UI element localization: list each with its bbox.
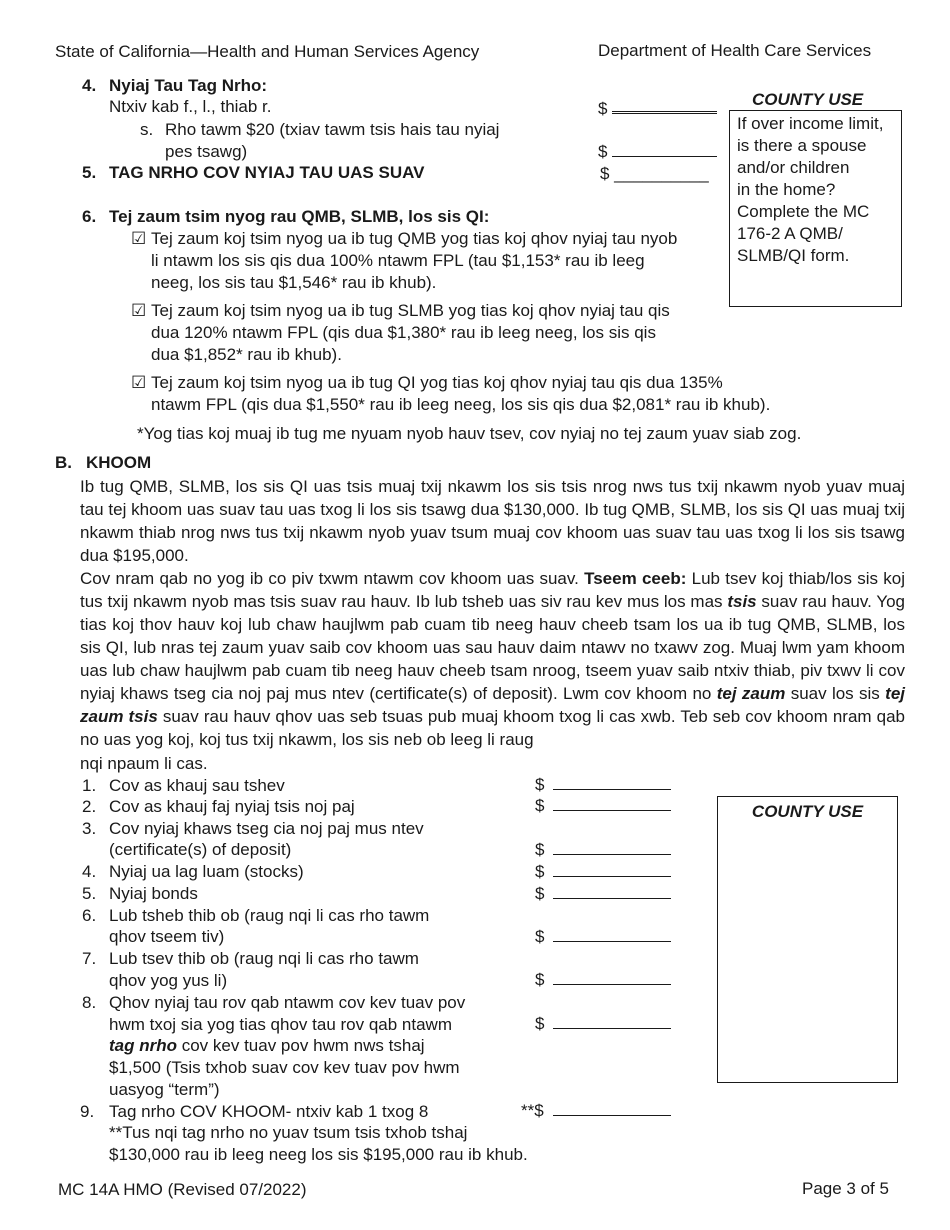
asset-8-field[interactable]	[535, 1013, 671, 1035]
dollar-sign: $	[535, 970, 545, 989]
total-dollar-sign: **$	[521, 1101, 544, 1120]
qmb-text-line: Tej zaum koj tsim nyog ua ib tug QMB yog tias koj qhov nyiaj tau nyob	[151, 229, 678, 248]
asset-label: Cov as khauj sau tshev	[109, 776, 285, 795]
asset8-emphasis: tag nrho	[109, 1036, 177, 1055]
asset-label: (certificate(s) of deposit)	[109, 840, 292, 859]
dollar-sign: $	[535, 927, 545, 946]
dollar-sign: $	[535, 862, 545, 881]
item5-amount-field[interactable]: $ __________	[600, 164, 709, 183]
dollar-sign: $	[598, 142, 608, 161]
county-note-line: SLMB/QI form.	[737, 246, 850, 265]
asset-number: 4.	[82, 862, 97, 881]
qmb-checkbox[interactable]: ☑	[131, 229, 147, 248]
asset-4-line	[553, 862, 671, 877]
asset8-line: Qhov nyiaj tau rov qab ntawm cov kev tuav pov	[109, 993, 466, 1012]
agency-header: State of California—Health and Human Services Agency	[55, 42, 480, 61]
asset-number: 8.	[82, 993, 97, 1012]
item4-amount-field[interactable]	[598, 97, 717, 120]
item4-amount-line	[612, 97, 717, 114]
asset-number: 9.	[80, 1102, 95, 1121]
asset-label: Lub tsheb thib ob (raug nqi li cas rho tawm	[109, 906, 430, 925]
p2-text: suav rau hauv. Yog tias koj thov hauv koj lub chaw haujlwm pab cuam tib neeg hauv cheeb tsam los ua ib tug QMB, SLMB, los sis QI, lub nras tej zaum yuav saib cov khoom uas sau hauv daim ntawv no txawv zog. Muaj lwm yam khoom uas lub chaw haujlwm pab cuam tib neeg hauv cheeb tsam nroog, tseem yuav saib ntxiv thiab, piv txwv li cov nyiaj khaws tseg cia noj paj mus ntev (certificate(s) of deposit). Lwm cov khoom no	[80, 592, 906, 703]
section-b-paragraph-2-last: nqi npaum li cas.	[80, 754, 208, 773]
slmb-text-line: Tej zaum koj tsim nyog ua ib tug SLMB yog tias koj qhov nyiaj tau qis	[151, 301, 670, 320]
asset-3-line	[553, 840, 671, 855]
dollar-sign: $	[535, 1014, 545, 1033]
qmb-text-line: neeg, los sis tau $1,546* rau ib khub).	[151, 273, 437, 292]
county-note-line: in the home?	[737, 180, 836, 199]
dollar-sign: $	[535, 796, 545, 815]
qi-text-line: ntawm FPL (qis dua $1,550* rau ib leeg neeg, los sis qis dua $2,081* rau ib khub).	[151, 395, 771, 414]
asset-7-line	[553, 970, 671, 985]
asset-9-field[interactable]	[521, 1100, 671, 1122]
asset-number: 5.	[82, 884, 97, 903]
county-note-line: Complete the MC	[737, 202, 870, 221]
section-b-title: KHOOM	[86, 453, 152, 472]
asset-number: 3.	[82, 819, 97, 838]
section-b-paragraph-2	[80, 567, 905, 751]
county-use-box-2[interactable]	[717, 796, 898, 1083]
county-use-box-1[interactable]	[729, 110, 902, 307]
county-note-line: 176-2 A QMB/	[737, 224, 843, 243]
p2-text: suav rau hauv qhov uas seb tsuas pub muaj khoom txog li cas xwb. Teb seb cov khoom nram qab no uas yog koj, koj tus txij nkawm, los sis neb ob leeg li raug	[80, 707, 905, 749]
asset-6-field[interactable]	[535, 926, 671, 948]
asset8-line: $1,500 (Tsis txhob suav cov kev tuav pov hwm	[109, 1058, 460, 1077]
asset-number: 2.	[82, 797, 97, 816]
qmb-text-line: li ntawm los sis qis dua 100% ntawm FPL (tau $1,153* rau ib leeg	[151, 251, 645, 270]
asset-4-field[interactable]	[535, 861, 671, 883]
asset-7-field[interactable]	[535, 969, 671, 991]
asset8-line: uasyog “term”)	[109, 1080, 220, 1099]
asset-1-line	[553, 775, 671, 790]
form-id-footer: MC 14A HMO (Revised 07/2022)	[58, 1180, 307, 1199]
child-note: *Yog tias koj muaj ib tug me nyuam nyob hauv tsev, cov nyiaj no tej zaum yuav siab zog.	[137, 424, 802, 443]
dollar-sign: $	[535, 884, 545, 903]
item4-number: 4.	[82, 76, 97, 95]
item5-number: 5.	[82, 163, 97, 182]
asset-number: 1.	[82, 776, 97, 795]
item4-title: Nyiaj Tau Tag Nrho:	[109, 76, 268, 95]
item4-sub-line1: Rho tawm $20 (txiav tawm tsis hais tau nyiaj	[165, 120, 500, 139]
asset-label: Cov nyiaj khaws tseg cia noj paj mus ntev	[109, 819, 424, 838]
asset-1-field[interactable]	[535, 774, 671, 796]
asset-number: 6.	[82, 906, 97, 925]
p2-text: Cov nram qab no yog ib co piv txwm ntawm cov khoom uas suav.	[80, 569, 585, 588]
asset-9-line	[553, 1101, 671, 1116]
asset-label: qhov tseem tiv)	[109, 927, 225, 946]
p2-important: Tseem ceeb:	[584, 569, 687, 588]
p2-emphasis: tej zaum tsis	[80, 684, 905, 726]
asset8-text: cov kev tuav pov hwm nws tshaj	[177, 1036, 425, 1055]
asset9-note-line: **Tus nqi tag nrho no yuav tsum tsis txhob tshaj	[109, 1123, 468, 1142]
asset-5-line	[553, 884, 671, 899]
item4s-amount-field[interactable]	[598, 141, 717, 163]
asset8-line	[109, 1035, 425, 1057]
asset-2-field[interactable]	[535, 795, 671, 817]
asset-label: Lub tsev thib ob (raug nqi li cas rho tawm	[109, 949, 419, 968]
county-note-line: If over income limit,	[737, 114, 884, 133]
asset8-line: hwm txoj sia yog tias qhov tau rov qab ntawm	[109, 1015, 452, 1034]
item6-number: 6.	[82, 207, 97, 226]
p2-emphasis: tej zaum	[716, 684, 786, 703]
asset-number: 7.	[82, 949, 97, 968]
county-use-label-1: COUNTY USE	[752, 90, 864, 109]
slmb-text-line: dua 120% ntawm FPL (qis dua $1,380* rau ib leeg neeg, los sis qis	[151, 323, 656, 342]
item4-sub-line2: pes tsawg)	[165, 142, 248, 161]
item6-title: Tej zaum tsim nyog rau QMB, SLMB, los sis QI:	[109, 207, 490, 226]
asset-8-line	[553, 1014, 671, 1029]
dollar-sign: $	[535, 775, 545, 794]
qi-text-line: Tej zaum koj tsim nyog ua ib tug QI yog tias koj qhov nyiaj tau qis dua 135%	[151, 373, 723, 392]
item4-line1: Ntxiv kab f., l., thiab r.	[109, 97, 272, 116]
qi-checkbox[interactable]: ☑	[131, 373, 147, 392]
section-b-paragraph-1: Ib tug QMB, SLMB, los sis QI uas tsis muaj txij nkawm los sis tsis nrog nws tus txij nkawm nyob yuav muaj tau tej khoom uas suav tau uas txog li los sis tsawg dua $130,000. Ib tug QMB, SLMB, los sis QI uas muaj txij nkawm thiab nrog nws tus txij nkawm nyob yuav tsum muaj cov khoom uas suav tau uas txog li los sis tsawg dua $195,000.	[80, 477, 905, 565]
dollar-sign: $	[535, 840, 545, 859]
item4-sub-number: s.	[140, 120, 154, 139]
asset-label: Nyiaj ua lag luam (stocks)	[109, 862, 304, 881]
asset9-note-line: $130,000 rau ib leeg neeg los sis $195,000 rau ib khub.	[109, 1145, 528, 1164]
page-number-footer: Page 3 of 5	[802, 1179, 889, 1198]
p2-text: Lub tsev koj thiab/los sis koj tus txij nkawm nyob mas tsis suav rau hauv. Ib lub tsheb uas siv rau kev mus los mas	[80, 569, 905, 611]
p2-text: suav los sis	[785, 684, 886, 703]
dollar-sign: $	[598, 99, 608, 118]
asset-2-line	[553, 796, 671, 811]
item4s-amount-line	[612, 142, 717, 157]
asset-label: qhov yog yus li)	[109, 971, 228, 990]
slmb-text-line: dua $1,852* rau ib khub).	[151, 345, 342, 364]
county-note-line: is there a spouse	[737, 136, 867, 155]
asset-label: Cov as khauj faj nyiaj tsis noj paj	[109, 797, 355, 816]
asset9-label: Tag nrho COV KHOOM- ntxiv kab 1 txog 8	[109, 1102, 429, 1121]
asset-6-line	[553, 927, 671, 942]
slmb-checkbox[interactable]: ☑	[131, 301, 147, 320]
asset-label: Nyiaj bonds	[109, 884, 198, 903]
item5-title: TAG NRHO COV NYIAJ TAU UAS SUAV	[109, 163, 425, 182]
section-b-letter: B.	[55, 453, 72, 472]
county-note-line: and/or children	[737, 158, 850, 177]
department-header: Department of Health Care Services	[598, 41, 872, 60]
asset-5-field[interactable]	[535, 883, 671, 905]
asset-3-field[interactable]	[535, 839, 671, 861]
p2-emphasis: tsis	[727, 592, 757, 611]
county-use-label-2: COUNTY USE	[751, 802, 864, 821]
